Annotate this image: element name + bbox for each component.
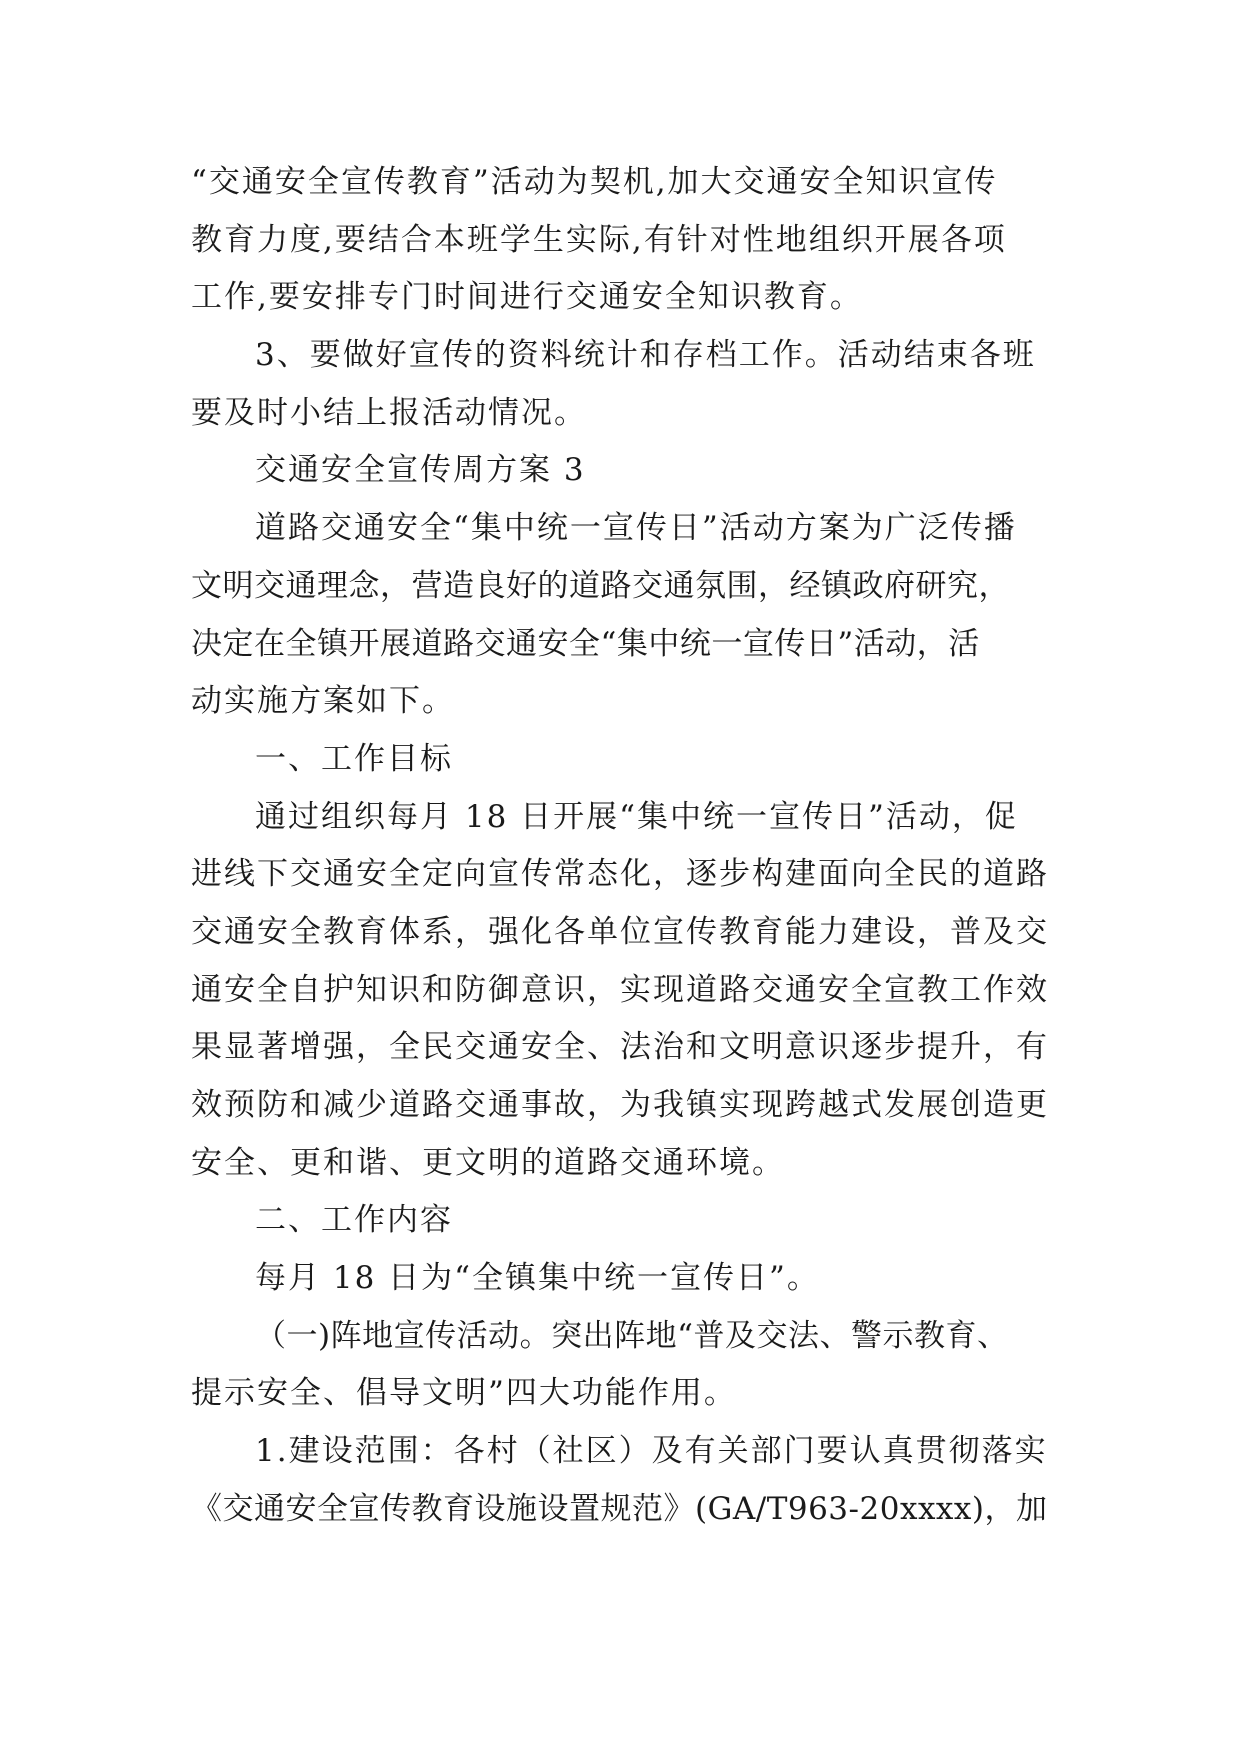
text-line: 进线下交通安全定向宣传常态化，逐步构建面向全民的道路 (191, 856, 1049, 893)
text-line: 3、要做好宣传的资料统计和存档工作。活动结束各班 (255, 337, 1036, 374)
section-title: 交通安全宣传周方案 3 (255, 452, 586, 489)
text-line: “交通安全宣传教育”活动为契机,加大交通安全知识宣传 (191, 164, 998, 200)
text-line: （一)阵地宣传活动。突出阵地“普及交法、警示教育、 (255, 1317, 1009, 1354)
text-line: 安全、更和谐、更文明的道路交通环境。 (191, 1144, 785, 1181)
text-line: 道路交通安全“集中统一宣传日”活动方案为广泛传播 (255, 510, 1017, 547)
text-line: 提示安全、倡导文明”四大功能作用。 (191, 1375, 737, 1412)
text-line: 工作,要安排专门时间进行交通安全知识教育。 (191, 279, 863, 316)
text-line: 教育力度,要结合本班学生实际,有针对性地组织开展各项 (191, 221, 1007, 258)
text-line: 通安全自护知识和防御意识，实现道路交通安全宣教工作效 (191, 971, 1049, 1008)
heading-goals: 一、工作目标 (255, 740, 453, 777)
heading-content: 二、工作内容 (255, 1202, 453, 1239)
text-line: 交通安全教育体系，强化各单位宣传教育能力建设，普及交 (191, 913, 1049, 950)
text-line: 决定在全镇开展道路交通安全“集中统一宣传日”活动，活 (191, 625, 980, 662)
text-line: 效预防和减少道路交通事故，为我镇实现跨越式发展创造更 (191, 1087, 1049, 1123)
text-line: 通过组织每月 18 日开展“集中统一宣传日”活动，促 (255, 798, 1018, 835)
text-line: 1.建设范围：各村（社区）及有关部门要认真贯彻落实 (255, 1433, 1048, 1470)
text-line: 要及时小结上报活动情况。 (191, 394, 587, 431)
text-line: 《交通安全宣传教育设施设置规范》(GA/T963-20xxxx)，加 (191, 1490, 1048, 1527)
text-line: 每月 18 日为“全镇集中统一宣传日”。 (255, 1260, 820, 1297)
text-line: 文明交通理念，营造良好的道路交通氛围，经镇政府研究， (191, 567, 1010, 604)
document-body (191, 154, 1061, 1539)
text-line: 果显著增强，全民交通安全、法治和文明意识逐步提升，有 (191, 1029, 1049, 1066)
text-line: 动实施方案如下。 (191, 683, 455, 720)
